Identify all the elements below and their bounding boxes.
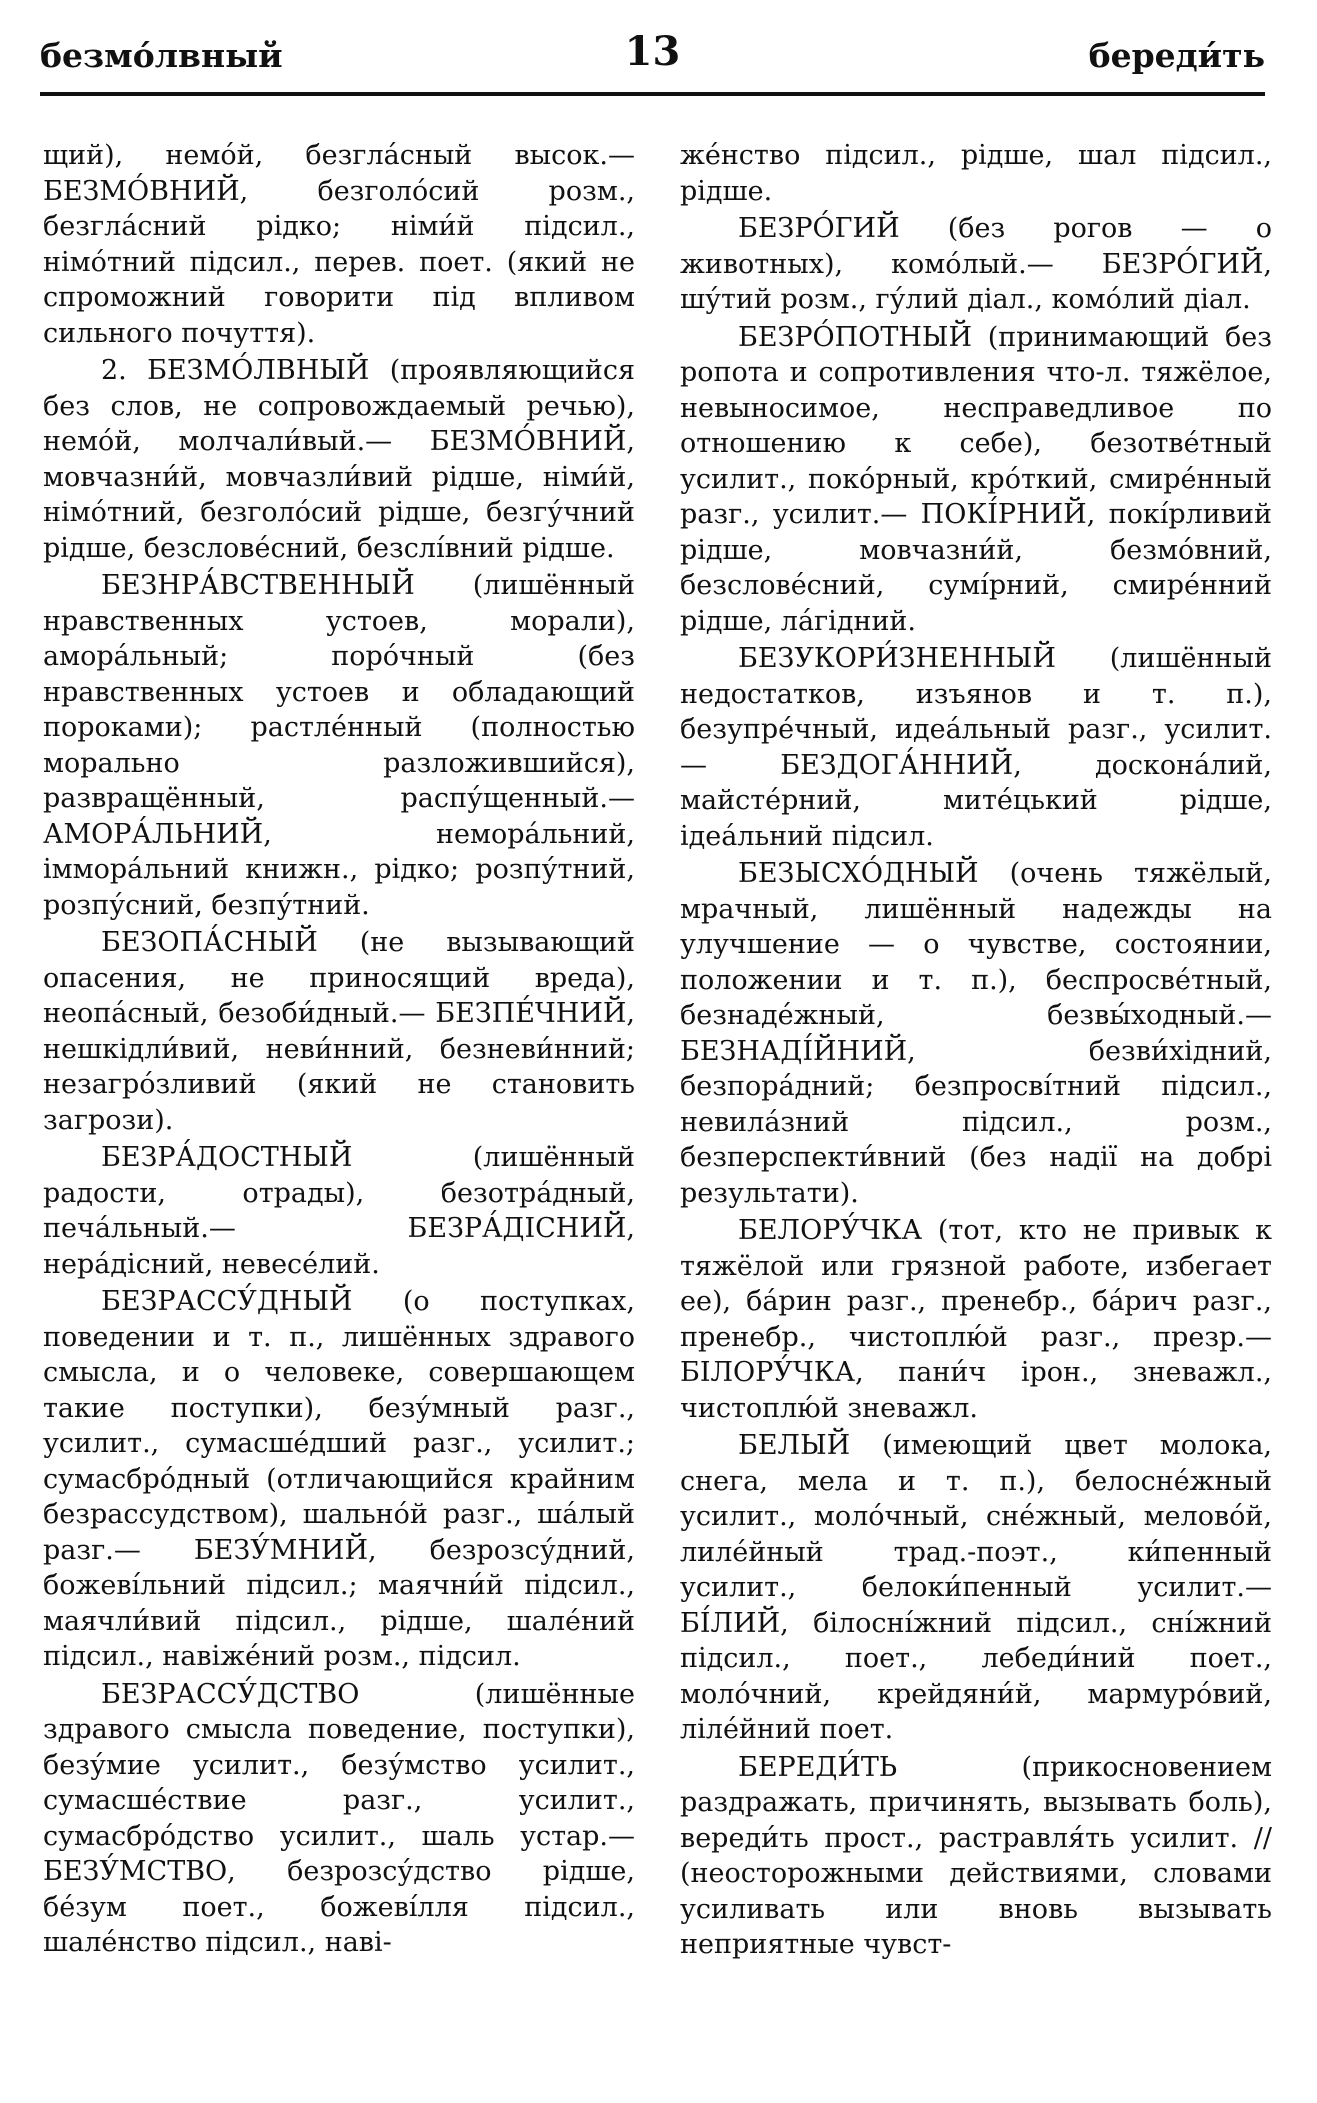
dictionary-entry: БЕЗОПА́СНЫЙ (не вызывающий опасения, не приносящий вреда), неопа́сный, безоби́дный.— БЕЗПЕ́ЧНИЙ, нешкідли́вий, неви́нний, безневи́нний; незагро́зливий (який не становить загрози). [43,927,635,1136]
header-rule [40,92,1265,96]
dictionary-entry: БЕЗНРА́ВСТВЕННЫЙ (лишённый нравственных устоев, морали), амора́льный; поро́чный (без нравственных устоев и обладающий пороками); растле́нный (полностью морально разложившийся), развращённый, распу́щенный.— АМОРА́ЛЬНИЙ, неморáльний, іммора́льний книжн., рідко; розпу́тний, розпу́сний, безпу́тний. [43,570,635,921]
dictionary-entry: БЕЗЫСХО́ДНЫЙ (очень тяжёлый, мрачный, лишённый надежды на улучшение — о чувстве, состоянии, положении и т. п.), беспросве́тный, безнаде́жный, безвы́ходный.— БЕЗНАДІ́ЙНИЙ, безви́хідний, безпора́дний; безпросві́тний підсил., невила́зний підсил., розм., безперспекти́вний (без надії на добрі результати). [680,858,1272,1209]
dictionary-entry: БЕЛЫЙ (имеющий цвет молока, снега, мела и т. п.), белосне́жный усилит., моло́чный, сне́жный, мелово́й, лиле́йный трад.-поэт., ки́пенный усилит., белоки́пенный усилит.— БІ́ЛИЙ, білосні́жний підсил., сні́жний підсил., поет., лебеди́ний поет., моло́чний, крейдяни́й, мармуро́вий, ліле́йний поет. [680,1430,1272,1745]
dictionary-entry: БЕЗРАССУ́ДНЫЙ (о поступках, поведении и т. п., лишённых здравого смысла, и о человеке, совершающем такие поступки), безу́мный разг., усилит., сумасше́дший разг., усилит.; сумасбро́дный (отличающийся крайним безрассудством), шально́й разг., ша́лый разг.— БЕЗУ́МНИЙ, безрозсу́дний, божеві́льний підсил.; маячни́й підсил., маячли́вий підсил., рідше, шале́ний підсил., навіже́ний розм., підсил. [43,1286,635,1672]
left-column [43,138,635,2088]
dictionary-entry: 2. БЕЗМО́ЛВНЫЙ (проявляющийся без слов, не сопровождаемый речью), немо́й, молчали́вый.— БЕЗМО́ВНИЙ, мовчазни́й, мовчазли́вий рідше, німи́й, німо́тний, безголо́сий рідше, безгу́чний рідше, безслове́сний, безслі́вний рідше. [43,355,635,564]
right-column [680,138,1272,2088]
dictionary-entry: же́нство підсил., рідше, шал підсил., рідше. [680,140,1272,207]
header-left-guide-word: безмо́лвный [40,36,283,75]
page-number: 13 [624,28,681,75]
dictionary-entry: БЕЗРА́ДОСТНЫЙ (лишённый радости, отрады), безотра́дный, печа́льный.— БЕЗРА́ДІСНИЙ, нера́дісний, невесе́лий. [43,1142,635,1280]
dictionary-entry: БЕЗРО́ПОТНЫЙ (принимающий без ропота и сопротивления что-л. тяжёлое, невыносимое, несправедливое по отношению к себе), безотве́тный усилит., поко́рный, кро́ткий, смире́нный разг., усилит.— ПОКІ́РНИЙ, покі́рливий рідше, мовчазни́й, безмо́вний, безслове́сний, сумі́рний, смире́нний рідше, ла́гідний. [680,321,1272,637]
page-header [40,28,1265,88]
dictionary-entry: БЕЗУКОРИ́ЗНЕННЫЙ (лишённый недостатков, изъянов и т. п.), безупре́чный, идеа́льный разг., усилит.— БЕЗДОГА́ННИЙ, доскона́лий, майсте́рний, мите́цький рідше, ідеа́льний підсил. [680,643,1272,852]
dictionary-entry: щий), немо́й, безгла́сный высок.— БЕЗМО́ВНИЙ, безголо́сий розм., безгла́сний рідко; німи́й підсил., німо́тний підсил., перев. поет. (який не спроможний говорити під впливом сильного почуття). [43,140,635,349]
dictionary-entry: БЕРЕДИ́ТЬ (прикосновением раздражать, причинять, вызывать боль), вереди́ть прост., растравля́ть усилит. // (неосторожными действиями, словами усиливать или вновь вызывать неприятные чувст- [680,1751,1272,1960]
dictionary-entry: БЕЗРО́ГИЙ (без рогов — о животных), комо́лый.— БЕЗРО́ГИЙ, шу́тий розм., гу́лий діал., комо́лий діал. [680,213,1272,315]
header-right-guide-word: береди́ть [1088,36,1265,75]
dictionary-entry: БЕЗРАССУ́ДСТВО (лишённые здравого смысла поведение, поступки), безу́мие усилит., безу́мство усилит., сумасше́ствие разг., усилит., сумасбро́дство усилит., шаль устар.— БЕЗУ́МСТВО, безрозсу́дство рідше, бе́зум поет., божеві́лля підсил., шале́нство підсил., наві- [43,1678,635,1958]
dictionary-entry: БЕЛОРУ́ЧКА (тот, кто не привык к тяжёлой или грязной работе, избегает ее), ба́рин разг., пренебр., ба́рич разг., пренебр., чистоплю́й разг., презр.— БІЛОРУ́ЧКА, пани́ч ірон., зневажл., чистоплю́й зневажл. [680,1215,1272,1424]
